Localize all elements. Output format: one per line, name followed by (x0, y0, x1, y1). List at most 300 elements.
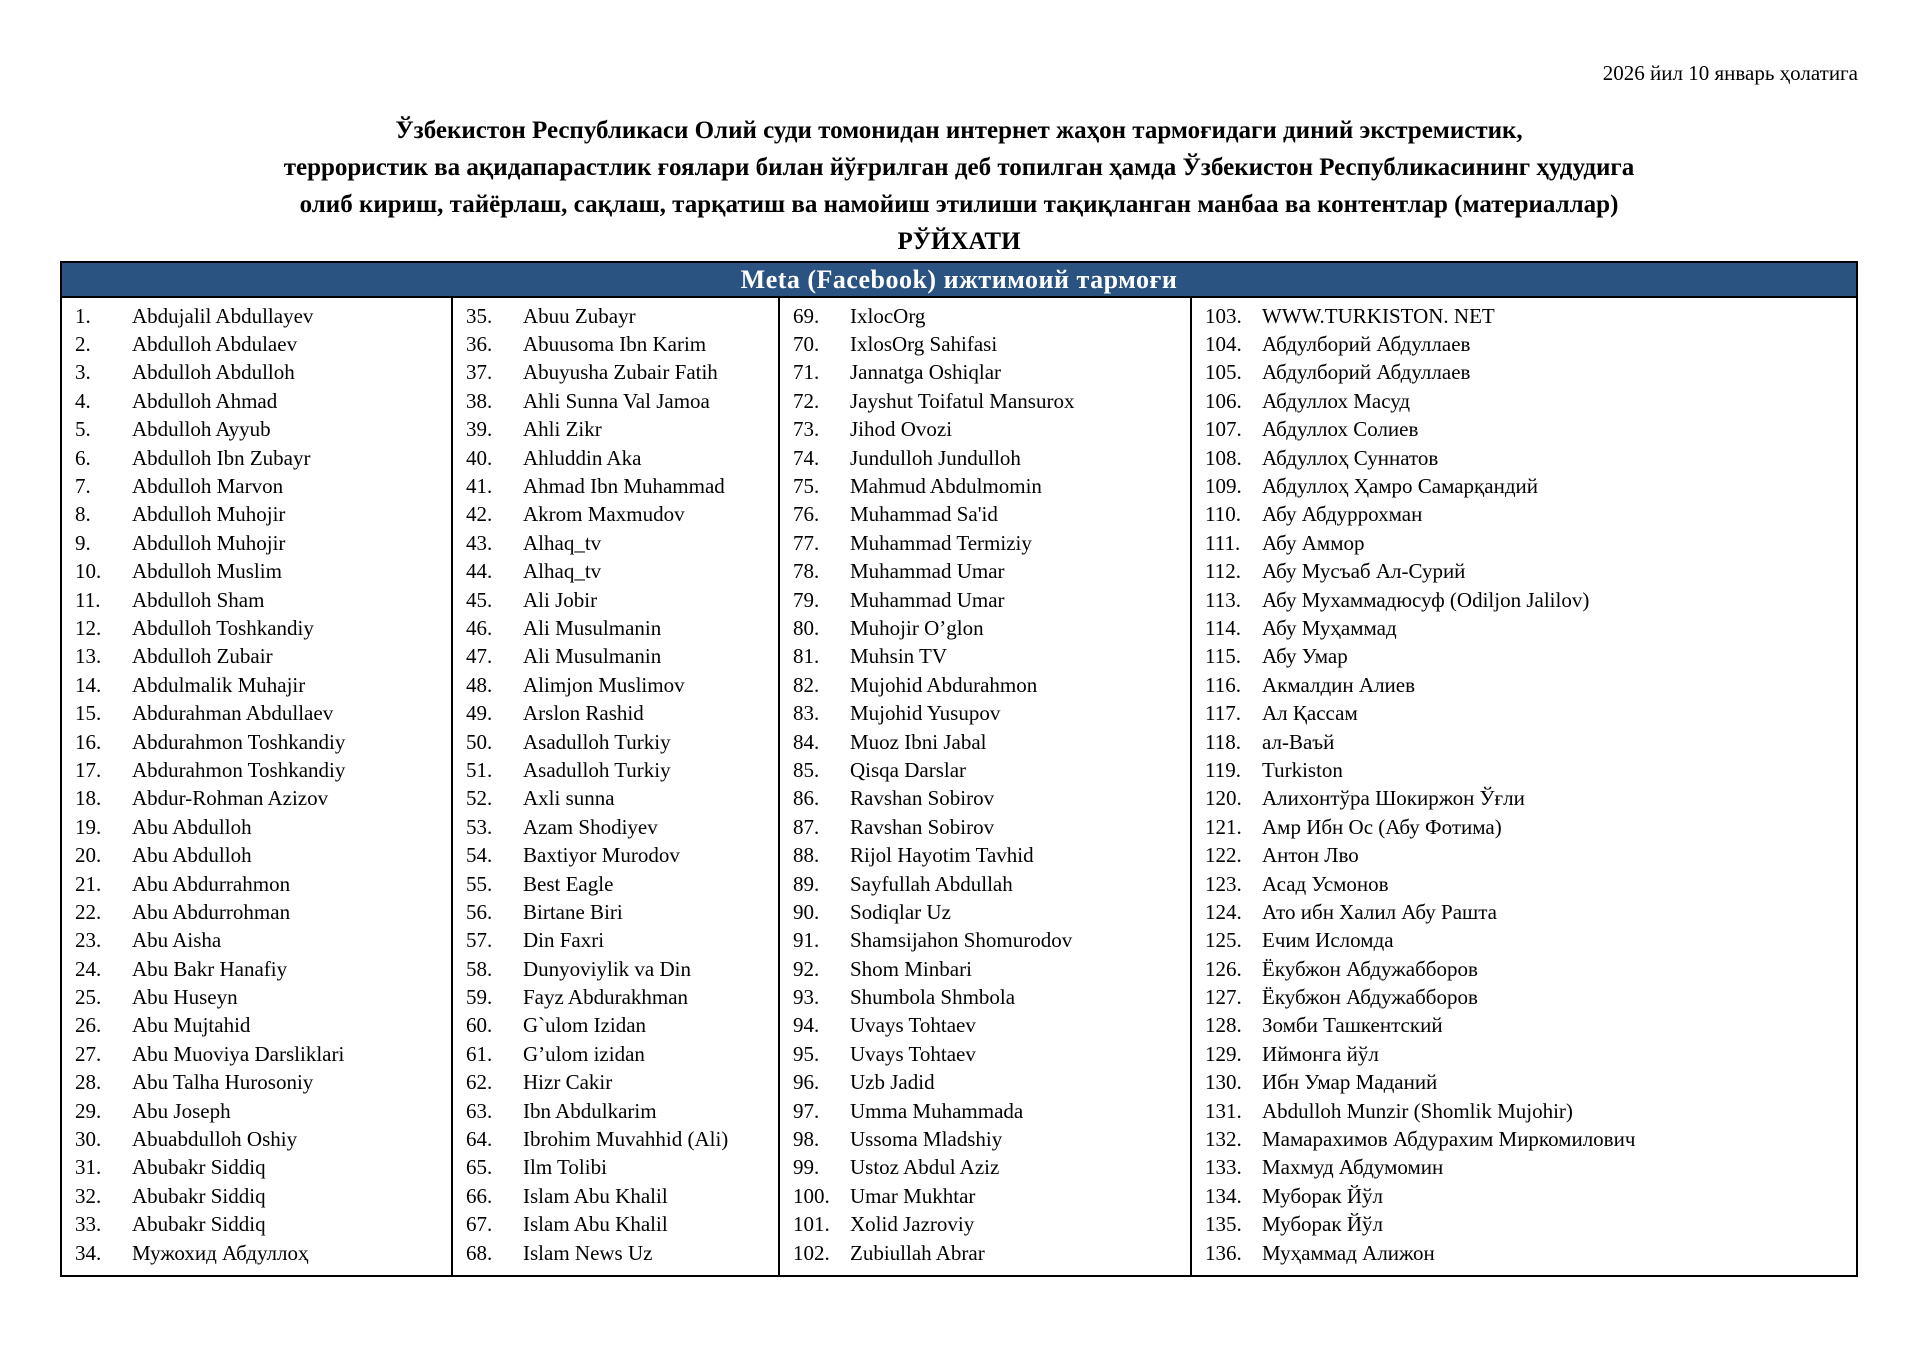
entry-name: Sodiqlar Uz (850, 899, 951, 924)
entry-name: Jihod Ovozi (850, 417, 953, 442)
entry-name: Махмуд Абдумомин (1262, 1155, 1444, 1180)
title-line-1: Ўзбекистон Республикаси Олий суди томонидан интернет жаҳон тармоғидаги диний экстремистик, (395, 117, 1523, 144)
entry-number: 113. (1205, 587, 1241, 612)
list-entry (780, 927, 1190, 955)
entry-number: 95. (793, 1041, 820, 1066)
list-entry (1192, 1097, 1856, 1125)
list-entry (62, 671, 451, 699)
list-entry (1192, 841, 1856, 869)
list-entry (780, 756, 1190, 784)
list-entry (780, 501, 1190, 529)
entry-name: Muhammad Sa'id (850, 502, 998, 527)
list-entry (453, 444, 778, 472)
entry-number: 132. (1205, 1127, 1242, 1152)
list-entry (453, 955, 778, 983)
list-entry (453, 841, 778, 869)
list-entry (62, 529, 451, 557)
entry-number: 121. (1205, 814, 1242, 839)
entry-number: 76. (793, 502, 820, 527)
list-entry (1192, 1182, 1856, 1210)
entry-number: 57. (466, 928, 493, 953)
entry-number: 63. (466, 1098, 493, 1123)
entry-number: 79. (793, 587, 820, 612)
list-entry (780, 671, 1190, 699)
entry-name: Uvays Tohtaev (850, 1041, 976, 1066)
entry-number: 49. (466, 701, 493, 726)
list-entry (453, 1154, 778, 1182)
list-entry (453, 898, 778, 926)
table-column-4 (1190, 298, 1856, 1275)
entry-number: 32. (75, 1183, 102, 1208)
banned-sources-table (60, 261, 1858, 1277)
entry-number: 118. (1205, 729, 1241, 754)
entry-number: 59. (466, 985, 493, 1010)
table-body (62, 298, 1856, 1275)
entry-number: 9. (75, 530, 91, 555)
entry-number: 124. (1205, 899, 1242, 924)
entry-number: 60. (466, 1013, 493, 1038)
entry-name: Abu Abdurrahmon (132, 871, 291, 896)
entry-name: Abubakr Siddiq (132, 1212, 266, 1237)
list-entry (62, 330, 451, 358)
list-entry (780, 870, 1190, 898)
entry-number: 120. (1205, 786, 1242, 811)
entry-name: Abdulloh Ayyub (132, 417, 271, 442)
entry-name: Abdulmalik Muhajir (132, 672, 306, 697)
entry-number: 126. (1205, 956, 1242, 981)
entry-number: 136. (1205, 1240, 1242, 1265)
entry-number: 82. (793, 672, 820, 697)
list-entry (62, 643, 451, 671)
entry-name: Abdulloh Sham (132, 587, 265, 612)
list-entry (62, 785, 451, 813)
entry-name: Abdulloh Ibn Zubayr (132, 445, 311, 470)
list-entry (780, 472, 1190, 500)
list-entry (62, 1125, 451, 1153)
entry-number: 94. (793, 1013, 820, 1038)
entry-number: 1. (75, 303, 91, 328)
list-entry (453, 387, 778, 415)
entry-number: 2. (75, 332, 91, 357)
entry-name: Абу Мухаммадюсуф (Odiljon Jalilov) (1262, 587, 1590, 612)
list-entry (1192, 444, 1856, 472)
entry-number: 90. (793, 899, 820, 924)
entry-name: Абдулборий Абдуллаев (1262, 332, 1471, 357)
list-entry (62, 870, 451, 898)
entry-number: 102. (793, 1240, 830, 1265)
entry-name: Abuyusha Zubair Fatih (523, 360, 718, 385)
list-entry (780, 614, 1190, 642)
entry-name: Ибн Умар Маданий (1262, 1070, 1438, 1095)
entry-number: 105. (1205, 360, 1242, 385)
list-entry (1192, 1239, 1856, 1267)
list-entry (1192, 1125, 1856, 1153)
entry-name: Islam News Uz (523, 1240, 653, 1265)
entry-number: 77. (793, 530, 820, 555)
entry-number: 116. (1205, 672, 1241, 697)
list-entry (1192, 359, 1856, 387)
entry-name: WWW.TURKISTON. NET (1262, 303, 1495, 328)
entry-name: Abu Bakr Hanafiy (132, 956, 288, 981)
list-entry (780, 330, 1190, 358)
entry-name: Islam Abu Khalil (523, 1183, 668, 1208)
entry-number: 75. (793, 474, 820, 499)
list-entry (62, 955, 451, 983)
entry-number: 50. (466, 729, 493, 754)
entry-name: Абу Мусъаб Ал-Сурий (1262, 559, 1466, 584)
entry-name: Abdur-Rohman Azizov (132, 786, 329, 811)
entry-name: Abdulloh Marvon (132, 474, 284, 499)
entry-number: 26. (75, 1013, 102, 1038)
entry-number: 88. (793, 843, 820, 868)
entry-name: Arslon Rashid (523, 701, 644, 726)
entry-number: 81. (793, 644, 820, 669)
entry-name: Mahmud Abdulmomin (850, 474, 1042, 499)
entry-number: 80. (793, 615, 820, 640)
list-entry (780, 955, 1190, 983)
list-entry (453, 1012, 778, 1040)
entry-name: Alhaq_tv (523, 559, 602, 584)
entry-name: Hizr Cakir (523, 1070, 613, 1095)
entry-name: Abu Abdulloh (132, 843, 252, 868)
entry-number: 115. (1205, 644, 1241, 669)
entry-name: Rijol Hayotim Tavhid (850, 843, 1034, 868)
entry-name: Иймонга йўл (1262, 1041, 1379, 1066)
list-entry (1192, 416, 1856, 444)
entry-name: Асад Усмонов (1262, 871, 1389, 896)
list-entry (453, 1211, 778, 1239)
entry-number: 67. (466, 1212, 493, 1237)
list-entry (780, 1182, 1190, 1210)
entry-number: 48. (466, 672, 493, 697)
entry-name: Ahli Zikr (523, 417, 602, 442)
list-entry (453, 1097, 778, 1125)
list-entry (453, 1182, 778, 1210)
entry-number: 21. (75, 871, 102, 896)
list-entry (780, 1154, 1190, 1182)
table-column-1 (62, 298, 451, 1275)
entry-name: IxlocOrg (850, 303, 926, 328)
entry-number: 29. (75, 1098, 102, 1123)
entry-number: 53. (466, 814, 493, 839)
entry-name: Alhaq_tv (523, 530, 602, 555)
entry-number: 93. (793, 985, 820, 1010)
entry-name: Абдуллох Масуд (1262, 388, 1411, 413)
entry-number: 23. (75, 928, 102, 953)
entry-number: 73. (793, 417, 820, 442)
entry-number: 87. (793, 814, 820, 839)
entry-name: ал-Ваъй (1262, 729, 1335, 754)
entry-name: Муборак Йўл (1262, 1183, 1383, 1208)
list-entry (780, 983, 1190, 1011)
entry-name: Mujohid Yusupov (850, 701, 1001, 726)
list-entry (780, 387, 1190, 415)
list-entry (1192, 586, 1856, 614)
entry-name: Abu Abdulloh (132, 814, 252, 839)
entry-name: Abdurahmon Toshkandiy (132, 729, 346, 754)
entry-number: 43. (466, 530, 493, 555)
list-entry (62, 756, 451, 784)
list-entry (453, 1069, 778, 1097)
entry-number: 103. (1205, 303, 1242, 328)
list-entry (1192, 1040, 1856, 1068)
list-entry (1192, 699, 1856, 727)
entry-name: Sayfullah Abdullah (850, 871, 1013, 896)
list-entry (780, 785, 1190, 813)
entry-name: Абдуллох Солиев (1262, 417, 1419, 442)
entry-name: Zubiullah Abrar (850, 1240, 985, 1265)
entry-number: 65. (466, 1155, 493, 1180)
entry-number: 92. (793, 956, 820, 981)
entry-number: 83. (793, 701, 820, 726)
entry-name: Fayz Abdurakhman (523, 985, 689, 1010)
entry-name: Dunyoviylik va Din (523, 956, 691, 981)
list-entry (453, 671, 778, 699)
list-entry (1192, 898, 1856, 926)
entry-number: 78. (793, 559, 820, 584)
entry-number: 122. (1205, 843, 1242, 868)
entry-number: 106. (1205, 388, 1242, 413)
entry-name: Abu Mujtahid (132, 1013, 251, 1038)
entry-number: 33. (75, 1212, 102, 1237)
list-entry (62, 1097, 451, 1125)
entry-name: G’ulom izidan (523, 1041, 645, 1066)
entry-number: 55. (466, 871, 493, 896)
list-entry (62, 472, 451, 500)
list-entry (453, 558, 778, 586)
entry-name: Ibn Abdulkarim (523, 1098, 657, 1123)
list-entry (780, 699, 1190, 727)
list-entry (62, 387, 451, 415)
entry-number: 39. (466, 417, 493, 442)
list-entry (62, 927, 451, 955)
entry-number: 72. (793, 388, 820, 413)
entry-name: Abdulloh Ahmad (132, 388, 278, 413)
entry-name: Abu Abdurrohman (132, 899, 291, 924)
entry-name: Shumbola Shmbola (850, 985, 1016, 1010)
list-entry (1192, 1012, 1856, 1040)
list-entry (780, 416, 1190, 444)
list-entry (780, 1125, 1190, 1153)
entry-name: Ravshan Sobirov (850, 814, 995, 839)
list-entry (453, 643, 778, 671)
entry-name: Муҳаммад Алижон (1262, 1240, 1435, 1265)
list-entry (453, 1239, 778, 1267)
entry-name: Uvays Tohtaev (850, 1013, 976, 1038)
entry-name: Ali Musulmanin (523, 644, 662, 669)
list-entry (1192, 728, 1856, 756)
entry-name: Ravshan Sobirov (850, 786, 995, 811)
list-entry (780, 529, 1190, 557)
list-entry (62, 586, 451, 614)
table-column-3 (778, 298, 1190, 1275)
list-entry (62, 416, 451, 444)
entry-number: 34. (75, 1240, 102, 1265)
entry-name: Абу Абдуррохман (1262, 502, 1423, 527)
list-entry (780, 898, 1190, 926)
entry-name: Abdulloh Muslim (132, 559, 282, 584)
list-entry (780, 1097, 1190, 1125)
entry-name: Abubakr Siddiq (132, 1183, 266, 1208)
entry-name: Best Eagle (523, 871, 614, 896)
entry-name: Антон Лво (1262, 843, 1359, 868)
entry-number: 89. (793, 871, 820, 896)
entry-name: Akrom Maxmudov (523, 502, 685, 527)
entry-number: 19. (75, 814, 102, 839)
entry-number: 30. (75, 1127, 102, 1152)
entry-number: 125. (1205, 928, 1242, 953)
entry-number: 7. (75, 474, 91, 499)
entry-name: Ёкубжон Абдужабборов (1262, 985, 1478, 1010)
list-entry (62, 1239, 451, 1267)
entry-name: Abu Aisha (132, 928, 222, 953)
entry-name: Abdulloh Abdulloh (132, 360, 295, 385)
entry-name: G`ulom Izidan (523, 1013, 647, 1038)
entry-name: Muhammad Umar (850, 587, 1005, 612)
entry-number: 114. (1205, 615, 1241, 640)
entry-number: 110. (1205, 502, 1241, 527)
entry-name: Ал Қассам (1262, 701, 1358, 726)
entry-number: 27. (75, 1041, 102, 1066)
list-entry (62, 983, 451, 1011)
entry-name: Abdurahman Abdullaev (132, 701, 334, 726)
entry-name: Abdulloh Zubair (132, 644, 273, 669)
entry-name: Asadulloh Turkiy (523, 729, 671, 754)
entry-name: Azam Shodiyev (523, 814, 658, 839)
list-entry (453, 699, 778, 727)
list-entry (453, 472, 778, 500)
entry-name: Зомби Ташкентский (1262, 1013, 1443, 1038)
entry-number: 84. (793, 729, 820, 754)
entry-name: Амр Ибн Ос (Абу Фотима) (1262, 814, 1502, 839)
entry-name: Abdurahmon Toshkandiy (132, 757, 346, 782)
entry-name: Abubakr Siddiq (132, 1155, 266, 1180)
entry-number: 45. (466, 587, 493, 612)
table-column-2 (451, 298, 778, 1275)
list-entry (453, 1040, 778, 1068)
entry-number: 56. (466, 899, 493, 924)
entry-name: Abdulloh Abdulaev (132, 332, 298, 357)
list-entry (1192, 756, 1856, 784)
entry-name: Shamsijahon Shomurodov (850, 928, 1073, 953)
entry-name: Abuabdulloh Oshiy (132, 1127, 298, 1152)
list-entry (62, 1069, 451, 1097)
entry-number: 96. (793, 1070, 820, 1095)
entry-name: Qisqa Darslar (850, 757, 967, 782)
entry-number: 42. (466, 502, 493, 527)
list-entry (1192, 472, 1856, 500)
entry-number: 47. (466, 644, 493, 669)
title-line-3: олиб кириш, тайёрлаш, сақлаш, тарқатиш ва намойиш этилиши тақиқланган манбаа ва контентлар (материаллар) (299, 191, 1619, 218)
list-entry (453, 416, 778, 444)
entry-number: 104. (1205, 332, 1242, 357)
list-entry (1192, 671, 1856, 699)
entry-name: Акмалдин Алиев (1262, 672, 1416, 697)
entry-number: 111. (1205, 530, 1241, 555)
entry-name: Ali Musulmanin (523, 615, 662, 640)
entry-number: 14. (75, 672, 102, 697)
entry-number: 130. (1205, 1070, 1242, 1095)
list-entry (453, 983, 778, 1011)
entry-name: Umma Muhammada (850, 1098, 1024, 1123)
entry-name: Jayshut Toifatul Mansurox (850, 388, 1075, 413)
entry-number: 107. (1205, 417, 1242, 442)
entry-number: 20. (75, 843, 102, 868)
entry-number: 127. (1205, 985, 1242, 1010)
entry-number: 18. (75, 786, 102, 811)
entry-name: Ustoz Abdul Aziz (850, 1155, 1000, 1180)
entry-number: 52. (466, 786, 493, 811)
list-entry (453, 1125, 778, 1153)
entry-number: 3. (75, 360, 91, 385)
list-entry (453, 302, 778, 330)
entry-number: 74. (793, 445, 820, 470)
entry-number: 41. (466, 474, 493, 499)
entry-number: 15. (75, 701, 102, 726)
list-entry (1192, 558, 1856, 586)
entry-name: Abu Talha Hurosoniy (132, 1070, 314, 1095)
entry-number: 109. (1205, 474, 1242, 499)
entry-number: 85. (793, 757, 820, 782)
list-entry (1192, 870, 1856, 898)
list-entry (1192, 983, 1856, 1011)
entry-number: 133. (1205, 1155, 1242, 1180)
entry-name: Абдуллоҳ Ҳамро Самарқандий (1262, 474, 1538, 499)
entry-number: 71. (793, 360, 820, 385)
list-entry (1192, 813, 1856, 841)
entry-name: Ато ибн Халил Абу Рашта (1262, 899, 1497, 924)
list-entry (62, 699, 451, 727)
entry-number: 91. (793, 928, 820, 953)
entry-name: Abuu Zubayr (523, 303, 636, 328)
entry-number: 10. (75, 559, 102, 584)
title-line-4: РЎЙХАТИ (897, 228, 1021, 255)
list-entry (1192, 501, 1856, 529)
date-note: 2026 йил 10 январь ҳолатига (1602, 61, 1858, 85)
entry-number: 86. (793, 786, 820, 811)
entry-name: Jundulloh Jundulloh (850, 445, 1021, 470)
entry-name: Abu Huseyn (132, 985, 238, 1010)
list-entry (780, 586, 1190, 614)
list-entry (453, 529, 778, 557)
list-entry (453, 501, 778, 529)
entry-name: Din Faxri (523, 928, 605, 953)
entry-number: 117. (1205, 701, 1241, 726)
entry-name: Turkiston (1262, 757, 1343, 782)
entry-number: 66. (466, 1183, 493, 1208)
entry-number: 135. (1205, 1212, 1242, 1237)
entry-number: 69. (793, 303, 820, 328)
list-entry (1192, 955, 1856, 983)
entry-number: 70. (793, 332, 820, 357)
entry-number: 13. (75, 644, 102, 669)
entry-number: 28. (75, 1070, 102, 1095)
list-entry (1192, 330, 1856, 358)
entry-name: Muhammad Termiziy (850, 530, 1032, 555)
entry-number: 129. (1205, 1041, 1242, 1066)
entry-name: Муборак Йўл (1262, 1212, 1383, 1237)
list-entry (453, 756, 778, 784)
list-entry (1192, 387, 1856, 415)
list-entry (62, 558, 451, 586)
entry-number: 68. (466, 1240, 493, 1265)
list-entry (453, 614, 778, 642)
list-entry (62, 728, 451, 756)
list-entry (62, 444, 451, 472)
list-entry (62, 501, 451, 529)
document-title (60, 112, 1858, 260)
entry-name: Abu Muoviya Darsliklari (132, 1041, 345, 1066)
